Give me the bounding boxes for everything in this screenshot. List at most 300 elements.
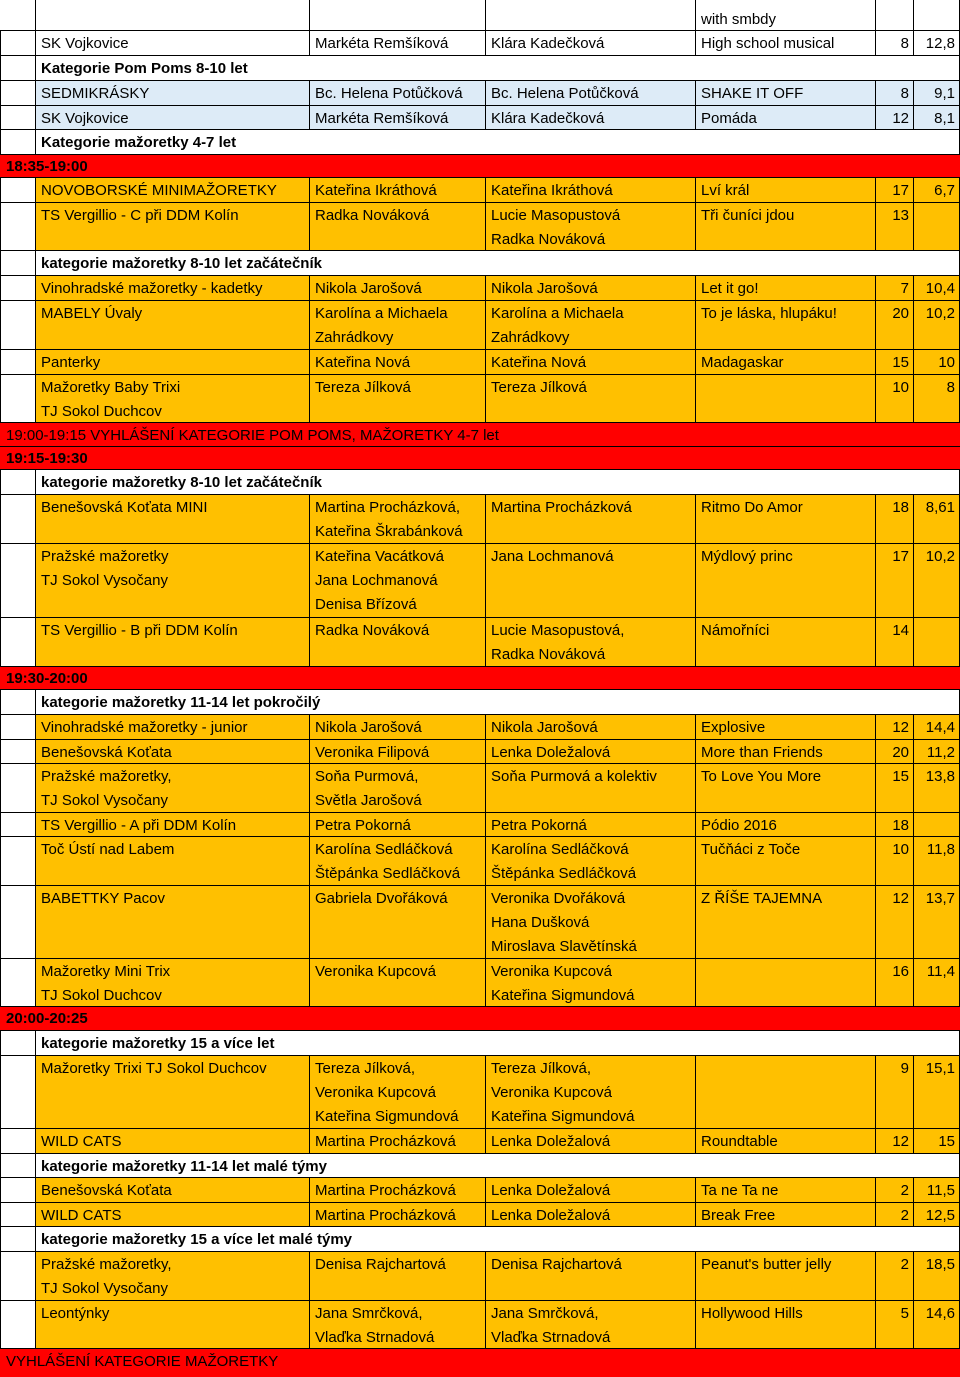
time-slot-label: 18:35-19:00 bbox=[6, 158, 88, 175]
row-marker-cell bbox=[0, 690, 36, 715]
composition-cell bbox=[696, 203, 876, 251]
choreographer-text: Nikola Jarošová bbox=[315, 280, 422, 297]
team-text: TJ Sokol Duchcov bbox=[41, 987, 162, 1004]
age-cell bbox=[914, 31, 960, 56]
count-value: 17 bbox=[892, 182, 909, 199]
team-text: TS Vergillio - A při DDM Kolín bbox=[41, 817, 237, 834]
composition-cell bbox=[696, 959, 876, 1007]
row-marker-cell bbox=[0, 0, 36, 30]
composition-cell bbox=[696, 740, 876, 764]
trainer-cell bbox=[486, 764, 696, 813]
count-cell bbox=[876, 764, 914, 813]
choreographer-cell bbox=[310, 886, 486, 959]
age-value: 10,4 bbox=[925, 280, 955, 297]
composition-cell bbox=[696, 1056, 876, 1129]
table-row bbox=[0, 275, 960, 301]
category-row bbox=[0, 1030, 960, 1056]
age-cell bbox=[914, 495, 960, 544]
choreographer-text: Martina Procházková bbox=[315, 1207, 456, 1224]
trainer-text: Miroslava Slavětínská bbox=[491, 938, 637, 955]
age-cell bbox=[914, 375, 960, 423]
composition-text: Tučňáci z Toče bbox=[701, 841, 801, 858]
category-cell bbox=[36, 56, 960, 81]
team-cell bbox=[36, 31, 310, 56]
composition-text: Pomáda bbox=[701, 110, 757, 127]
composition-text: Hollywood Hills bbox=[701, 1305, 803, 1322]
count-cell bbox=[876, 959, 914, 1007]
trainer-cell bbox=[486, 375, 696, 423]
trainer-text: Soňa Purmová a kolektiv bbox=[491, 768, 657, 785]
choreographer-text: Denisa Břízová bbox=[315, 596, 417, 613]
table-row bbox=[0, 1202, 960, 1228]
age-cell bbox=[914, 764, 960, 813]
age-value: 11,4 bbox=[926, 963, 955, 980]
count-cell bbox=[876, 350, 914, 375]
table-row bbox=[0, 543, 960, 618]
choreographer-cell bbox=[310, 618, 486, 667]
category-label: kategorie mažoretky 8-10 let začátečník bbox=[41, 255, 322, 272]
team-text: Pražské mažoretky, bbox=[41, 768, 172, 785]
choreographer-text: Radka Nováková bbox=[315, 622, 430, 639]
composition-cell bbox=[696, 1129, 876, 1154]
announcement-label: 19:00-19:15 VYHLÁŠENÍ KATEGORIE POM POMS, MAŽORETKY 4-7 let bbox=[6, 427, 499, 444]
age-value: 12,5 bbox=[925, 1207, 955, 1224]
count-value: 7 bbox=[900, 280, 909, 297]
time-slot-label: 20:00-20:25 bbox=[6, 1010, 88, 1027]
composition-cell bbox=[696, 350, 876, 375]
team-text: Benešovská Koťata bbox=[41, 744, 172, 761]
choreographer-cell bbox=[310, 203, 486, 251]
count-cell bbox=[876, 813, 914, 837]
row-marker-cell bbox=[0, 1301, 36, 1349]
trainer-text: Radka Nováková bbox=[491, 646, 606, 663]
choreographer-cell bbox=[310, 715, 486, 740]
choreographer-cell bbox=[310, 178, 486, 203]
trainer-text: Zahrádkovy bbox=[491, 329, 570, 346]
choreographer-text: Vlaďka Strnadová bbox=[315, 1329, 435, 1346]
row-marker-cell bbox=[0, 106, 36, 130]
trainer-text: Radka Nováková bbox=[491, 231, 606, 248]
row-marker-cell bbox=[0, 31, 36, 56]
composition-cell bbox=[696, 544, 876, 618]
team-cell bbox=[36, 495, 310, 544]
trainer-text: Bc. Helena Potůčková bbox=[491, 85, 639, 102]
choreographer-text: Petra Pokorná bbox=[315, 817, 411, 834]
team-text: Panterky bbox=[41, 354, 101, 371]
row-marker-cell bbox=[0, 130, 36, 155]
trainer-text: Kateřina Nová bbox=[491, 354, 587, 371]
trainer-text: Lenka Doležalová bbox=[491, 1182, 611, 1199]
trainer-cell bbox=[486, 1301, 696, 1349]
time-slot-row bbox=[0, 446, 960, 471]
choreographer-text: Kateřina Nová bbox=[315, 354, 411, 371]
trainer-text: Nikola Jarošová bbox=[491, 280, 598, 297]
choreographer-text: Karolína a Michaela bbox=[315, 305, 448, 322]
team-text: MABELY Úvaly bbox=[41, 305, 143, 322]
row-marker-cell bbox=[0, 1031, 36, 1056]
age-value: 10,2 bbox=[925, 548, 955, 565]
team-text: WILD CATS bbox=[41, 1133, 122, 1150]
choreographer-cell bbox=[310, 375, 486, 423]
count-cell bbox=[876, 740, 914, 764]
composition-text: Z ŘÍŠE TAJEMNA bbox=[701, 890, 823, 907]
row-marker-cell bbox=[0, 56, 36, 81]
trainer-cell bbox=[486, 1178, 696, 1203]
team-cell bbox=[36, 375, 310, 423]
age-cell bbox=[914, 81, 960, 106]
category-row bbox=[0, 1226, 960, 1252]
trainer-text: Denisa Rajchartová bbox=[491, 1256, 622, 1273]
choreographer-text: Kateřina Ikráthová bbox=[315, 182, 437, 199]
age-cell bbox=[914, 1252, 960, 1301]
age-value: 13,7 bbox=[925, 890, 955, 907]
team-cell bbox=[36, 837, 310, 886]
count-cell bbox=[876, 495, 914, 544]
team-text: TJ Sokol Vysočany bbox=[41, 792, 168, 809]
team-cell bbox=[36, 813, 310, 837]
trainer-text: Tereza Jílková, bbox=[491, 1060, 592, 1077]
composition-cell bbox=[696, 178, 876, 203]
choreographer-text: Martina Procházková, bbox=[315, 499, 461, 516]
composition-text: To je láska, hlupáku! bbox=[701, 305, 837, 322]
count-value: 8 bbox=[900, 85, 909, 102]
category-label: Kategorie Pom Poms 8-10 let bbox=[41, 60, 248, 77]
trainer-cell bbox=[486, 495, 696, 544]
team-cell bbox=[36, 544, 310, 618]
count-value: 13 bbox=[892, 207, 909, 224]
team-cell bbox=[36, 740, 310, 764]
row-marker-cell bbox=[0, 715, 36, 740]
count-value: 20 bbox=[892, 744, 909, 761]
composition-cell bbox=[696, 495, 876, 544]
category-cell bbox=[36, 1227, 960, 1252]
team-text: Benešovská Koťata MINI bbox=[41, 499, 208, 516]
time-slot-label: 19:30-20:00 bbox=[6, 670, 88, 687]
count-cell bbox=[876, 203, 914, 251]
trainer-cell bbox=[486, 1056, 696, 1129]
team-text: Mažoretky Trixi TJ Sokol Duchcov bbox=[41, 1060, 267, 1077]
trainer-text: Nikola Jarošová bbox=[491, 719, 598, 736]
trainer-cell bbox=[486, 350, 696, 375]
choreographer-cell bbox=[310, 740, 486, 764]
composition-cell bbox=[696, 301, 876, 350]
time-slot-row bbox=[0, 666, 960, 691]
team-cell bbox=[36, 0, 310, 30]
age-cell bbox=[914, 1129, 960, 1154]
trainer-cell bbox=[486, 301, 696, 350]
composition-text: High school musical bbox=[701, 35, 835, 52]
composition-cell bbox=[696, 715, 876, 740]
trainer-cell bbox=[486, 31, 696, 56]
composition-cell bbox=[696, 886, 876, 959]
choreographer-cell bbox=[310, 0, 486, 30]
table-row bbox=[0, 1128, 960, 1155]
choreographer-cell bbox=[310, 837, 486, 886]
row-marker-cell bbox=[0, 375, 36, 423]
age-value: 8,61 bbox=[925, 499, 955, 516]
composition-text: Pódio 2016 bbox=[701, 817, 777, 834]
trainer-cell bbox=[486, 0, 696, 30]
category-label: kategorie mažoretky 8-10 let začátečník bbox=[41, 474, 322, 491]
age-value: 14,4 bbox=[925, 719, 955, 736]
table-row bbox=[0, 763, 960, 813]
row-marker-cell bbox=[0, 740, 36, 764]
count-cell bbox=[876, 544, 914, 618]
team-text: Pražské mažoretky bbox=[41, 548, 169, 565]
count-cell bbox=[876, 276, 914, 301]
team-cell bbox=[36, 715, 310, 740]
trainer-text: Vlaďka Strnadová bbox=[491, 1329, 611, 1346]
age-cell bbox=[914, 1203, 960, 1227]
composition-cell bbox=[696, 31, 876, 56]
choreographer-text: Jana Lochmanová bbox=[315, 572, 438, 589]
age-cell bbox=[914, 959, 960, 1007]
choreographer-cell bbox=[310, 350, 486, 375]
row-marker-cell bbox=[0, 1129, 36, 1154]
choreographer-text: Světla Jarošová bbox=[315, 792, 422, 809]
age-value: 14,6 bbox=[925, 1305, 955, 1322]
team-cell bbox=[36, 106, 310, 130]
trainer-cell bbox=[486, 886, 696, 959]
choreographer-text: Kateřina Škrabánková bbox=[315, 523, 463, 540]
row-marker-cell bbox=[0, 178, 36, 203]
trainer-text: Jana Lochmanová bbox=[491, 548, 614, 565]
table-row bbox=[0, 374, 960, 424]
count-value: 15 bbox=[892, 768, 909, 785]
count-value: 5 bbox=[900, 1305, 909, 1322]
count-cell bbox=[876, 1056, 914, 1129]
category-cell bbox=[36, 690, 960, 715]
composition-cell bbox=[696, 1178, 876, 1203]
team-cell bbox=[36, 276, 310, 301]
composition-cell bbox=[696, 1301, 876, 1349]
trainer-text: Veronika Kupcová bbox=[491, 963, 612, 980]
choreographer-text: Tereza Jílková, bbox=[315, 1060, 416, 1077]
composition-text: Explosive bbox=[701, 719, 766, 736]
table-row bbox=[0, 1251, 960, 1301]
age-cell bbox=[914, 715, 960, 740]
count-cell bbox=[876, 886, 914, 959]
row-marker-cell bbox=[0, 251, 36, 276]
count-cell bbox=[876, 0, 914, 30]
composition-text: Break Free bbox=[701, 1207, 776, 1224]
age-cell bbox=[914, 618, 960, 667]
count-value: 12 bbox=[892, 1133, 909, 1150]
count-cell bbox=[876, 618, 914, 667]
team-cell bbox=[36, 764, 310, 813]
count-cell bbox=[876, 106, 914, 130]
row-marker-cell bbox=[0, 276, 36, 301]
row-marker-cell bbox=[0, 350, 36, 375]
row-marker-cell bbox=[0, 1056, 36, 1129]
composition-text: Tři čuníci jdou bbox=[701, 207, 795, 224]
count-value: 12 bbox=[892, 719, 909, 736]
trainer-text: Karolína Sedláčková bbox=[491, 841, 629, 858]
count-cell bbox=[876, 1252, 914, 1301]
team-cell bbox=[36, 959, 310, 1007]
trainer-cell bbox=[486, 81, 696, 106]
count-value: 15 bbox=[892, 354, 909, 371]
count-value: 14 bbox=[892, 622, 909, 639]
count-cell bbox=[876, 31, 914, 56]
age-cell bbox=[914, 301, 960, 350]
row-marker-cell bbox=[0, 1203, 36, 1227]
composition-text: To Love You More bbox=[701, 768, 822, 785]
trainer-text: Tereza Jílková bbox=[491, 379, 587, 396]
choreographer-text: Veronika Kupcová bbox=[315, 963, 436, 980]
age-value: 9,1 bbox=[934, 85, 955, 102]
age-cell bbox=[914, 350, 960, 375]
team-text: Mažoretky Baby Trixi bbox=[41, 379, 181, 396]
table-row bbox=[0, 714, 960, 740]
choreographer-cell bbox=[310, 31, 486, 56]
composition-cell bbox=[696, 1203, 876, 1227]
category-cell bbox=[36, 1154, 960, 1178]
team-text: Benešovská Koťata bbox=[41, 1182, 172, 1199]
category-row bbox=[0, 469, 960, 495]
category-label: kategorie mažoretky 15 a více let malé týmy bbox=[41, 1231, 353, 1248]
row-marker-cell bbox=[0, 813, 36, 837]
team-text: TJ Sokol Duchcov bbox=[41, 403, 162, 420]
choreographer-text: Martina Procházková bbox=[315, 1182, 456, 1199]
choreographer-cell bbox=[310, 276, 486, 301]
table-row bbox=[0, 300, 960, 350]
choreographer-cell bbox=[310, 106, 486, 130]
count-value: 12 bbox=[892, 110, 909, 127]
team-text: SK Vojkovice bbox=[41, 110, 129, 127]
team-cell bbox=[36, 1252, 310, 1301]
choreographer-text: Soňa Purmová, bbox=[315, 768, 419, 785]
row-marker-cell bbox=[0, 959, 36, 1007]
composition-cell bbox=[696, 81, 876, 106]
trainer-cell bbox=[486, 1129, 696, 1154]
choreographer-cell bbox=[310, 764, 486, 813]
choreographer-cell bbox=[310, 813, 486, 837]
composition-text: Lví král bbox=[701, 182, 750, 199]
composition-text: Námořníci bbox=[701, 622, 770, 639]
team-cell bbox=[36, 1301, 310, 1349]
team-text: SEDMIKRÁSKY bbox=[41, 85, 150, 102]
composition-text: More than Friends bbox=[701, 744, 823, 761]
row-marker-cell bbox=[0, 1227, 36, 1252]
choreographer-text: Bc. Helena Potůčková bbox=[315, 85, 463, 102]
count-cell bbox=[876, 1129, 914, 1154]
trainer-text: Kateřina Sigmundová bbox=[491, 1108, 635, 1125]
composition-text: Ritmo Do Amor bbox=[701, 499, 803, 516]
team-cell bbox=[36, 1056, 310, 1129]
age-value: 6,7 bbox=[934, 182, 955, 199]
top-note-row bbox=[0, 0, 960, 30]
age-cell bbox=[914, 178, 960, 203]
trainer-text: Lenka Doležalová bbox=[491, 1133, 611, 1150]
row-marker-cell bbox=[0, 886, 36, 959]
composition-cell bbox=[696, 764, 876, 813]
team-cell bbox=[36, 1178, 310, 1203]
team-cell bbox=[36, 350, 310, 375]
choreographer-text: Kateřina Sigmundová bbox=[315, 1108, 459, 1125]
table-row bbox=[0, 812, 960, 837]
trainer-text: Klára Kadečková bbox=[491, 110, 605, 127]
trainer-cell bbox=[486, 813, 696, 837]
age-value: 18,5 bbox=[925, 1256, 955, 1273]
choreographer-cell bbox=[310, 1056, 486, 1129]
row-marker-cell bbox=[0, 1154, 36, 1178]
count-cell bbox=[876, 1178, 914, 1203]
team-text: TJ Sokol Vysočany bbox=[41, 572, 168, 589]
count-value: 8 bbox=[900, 35, 909, 52]
composition-text: Peanut's butter jelly bbox=[701, 1256, 832, 1273]
choreographer-cell bbox=[310, 495, 486, 544]
row-marker-cell bbox=[0, 301, 36, 350]
table-row bbox=[0, 1300, 960, 1350]
team-text: TJ Sokol Vysočany bbox=[41, 1280, 168, 1297]
composition-text: Madagaskar bbox=[701, 354, 784, 371]
row-marker-cell bbox=[0, 1252, 36, 1301]
count-value: 18 bbox=[892, 499, 909, 516]
table-row bbox=[0, 958, 960, 1008]
count-cell bbox=[876, 715, 914, 740]
category-cell bbox=[36, 470, 960, 495]
trainer-cell bbox=[486, 1252, 696, 1301]
category-row bbox=[0, 250, 960, 276]
composition-cell bbox=[696, 0, 876, 30]
announcement-label: VYHLÁŠENÍ KATEGORIE MAŽORETKY bbox=[6, 1353, 279, 1370]
team-text: Pražské mažoretky, bbox=[41, 1256, 172, 1273]
trainer-cell bbox=[486, 715, 696, 740]
trainer-text: Štěpánka Sedláčková bbox=[491, 865, 637, 882]
table-row bbox=[0, 836, 960, 886]
trainer-text: Lucie Masopustová bbox=[491, 207, 621, 224]
age-value: 10 bbox=[938, 354, 955, 371]
count-value: 12 bbox=[892, 890, 909, 907]
trainer-cell bbox=[486, 106, 696, 130]
count-cell bbox=[876, 375, 914, 423]
age-cell bbox=[914, 886, 960, 959]
choreographer-cell bbox=[310, 81, 486, 106]
table-row bbox=[0, 1177, 960, 1203]
composition-cell bbox=[696, 276, 876, 301]
team-text: Vinohradské mažoretky - junior bbox=[41, 719, 248, 736]
trainer-cell bbox=[486, 178, 696, 203]
age-value: 15,1 bbox=[925, 1060, 955, 1077]
trainer-cell bbox=[486, 959, 696, 1007]
category-cell bbox=[36, 130, 960, 155]
team-cell bbox=[36, 618, 310, 667]
team-text: WILD CATS bbox=[41, 1207, 122, 1224]
row-marker-cell bbox=[0, 495, 36, 544]
age-cell bbox=[914, 813, 960, 837]
age-cell bbox=[914, 837, 960, 886]
choreographer-text: Radka Nováková bbox=[315, 207, 430, 224]
team-text: Mažoretky Mini Trix bbox=[41, 963, 171, 980]
trainer-text: Karolína a Michaela bbox=[491, 305, 624, 322]
count-cell bbox=[876, 301, 914, 350]
composition-cell bbox=[696, 106, 876, 130]
table-row bbox=[0, 617, 960, 668]
trainer-text: Kateřina Ikráthová bbox=[491, 182, 613, 199]
category-label: kategorie mažoretky 15 a více let bbox=[41, 1035, 275, 1052]
choreographer-cell bbox=[310, 959, 486, 1007]
row-marker-cell bbox=[0, 764, 36, 813]
team-text: NOVOBORSKÉ MINIMAŽORETKY bbox=[41, 182, 277, 199]
table-row bbox=[0, 739, 960, 764]
age-value: 11,8 bbox=[926, 841, 955, 858]
count-value: 9 bbox=[900, 1060, 909, 1077]
choreographer-text: Denisa Rajchartová bbox=[315, 1256, 446, 1273]
row-marker-cell bbox=[0, 81, 36, 106]
count-value: 20 bbox=[892, 305, 909, 322]
row-marker-cell bbox=[0, 837, 36, 886]
